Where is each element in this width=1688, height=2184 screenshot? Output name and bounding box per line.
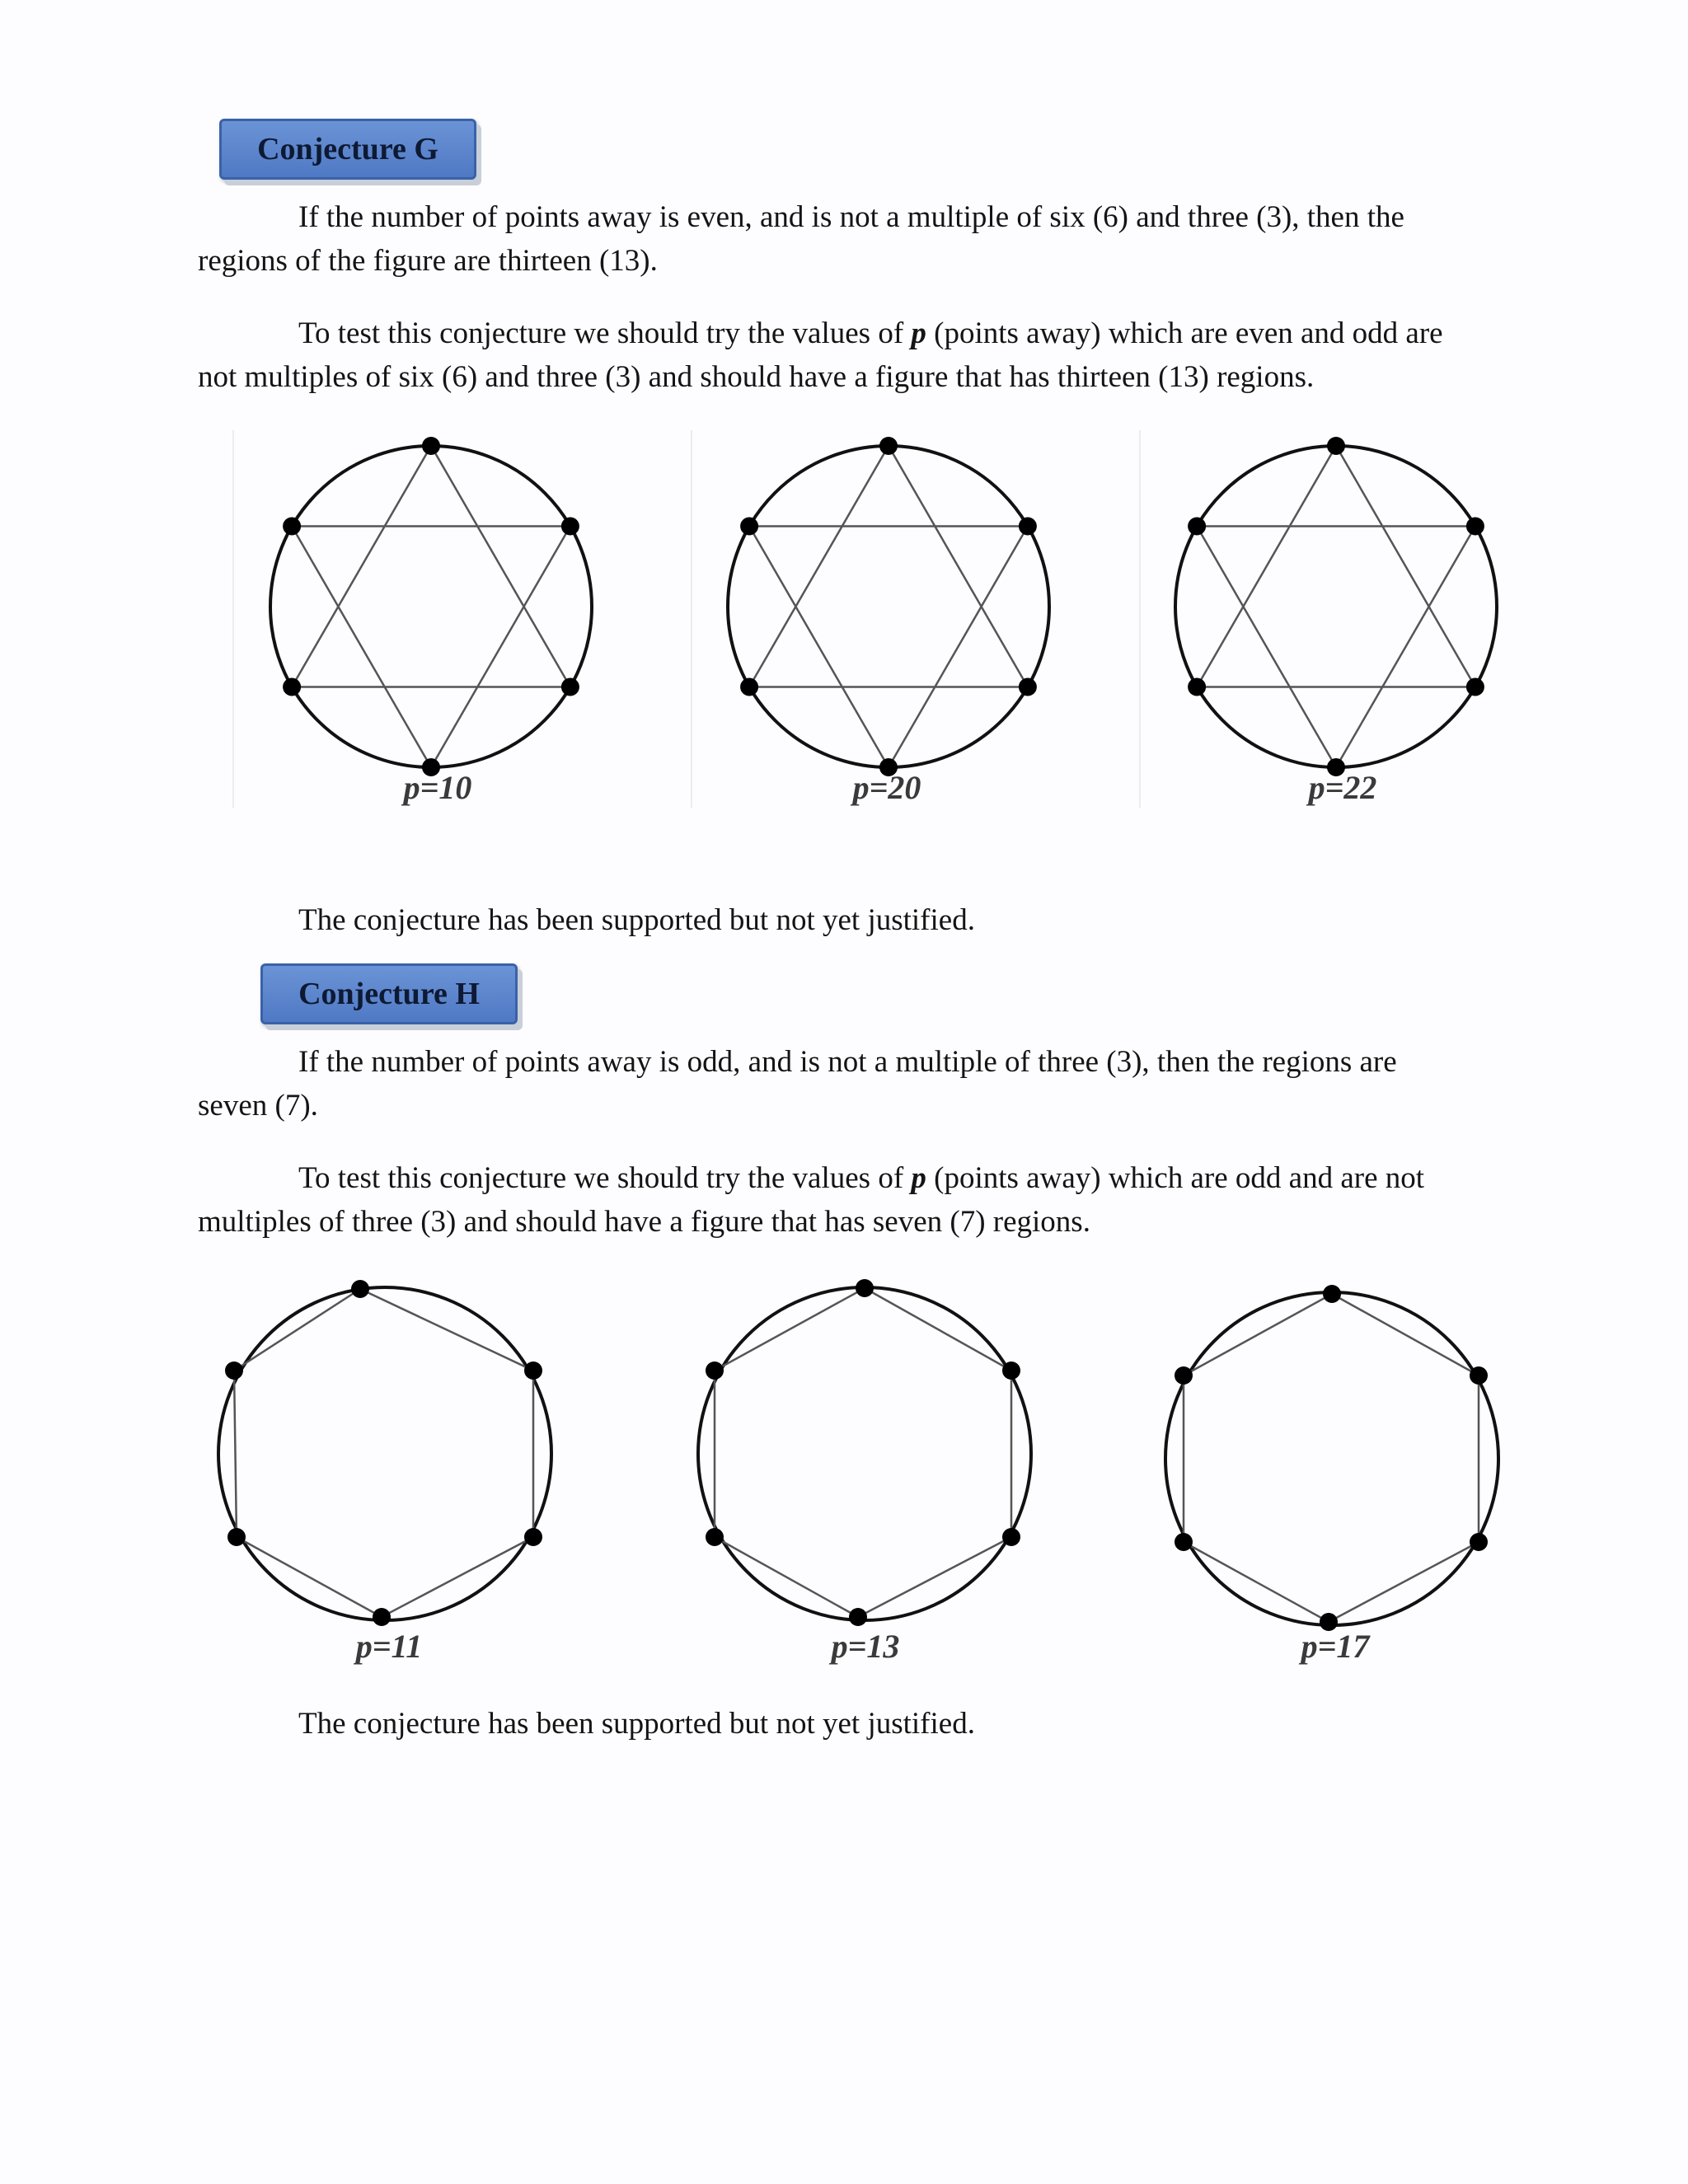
conjecture-g-test-before: To test this conjecture we should try the values of — [298, 316, 912, 350]
hexagon-figure — [1156, 1269, 1510, 1681]
conjecture-h-test-before: To test this conjecture we should try the values of — [298, 1161, 912, 1195]
hexagon-figure — [689, 1269, 1043, 1681]
conjecture-g-badge: Conjecture G — [219, 119, 476, 180]
hexagram-figure — [1163, 443, 1509, 814]
conjecture-h-conclusion: The conjecture has been supported but not yet justified. — [298, 1707, 975, 1741]
conjecture-g-conclusion: The conjecture has been supported but not yet justified. — [298, 903, 975, 937]
conjecture-h-badge: Conjecture H — [260, 963, 518, 1024]
conjecture-h-statement: If the number of points away is odd, and is not a multiple of three (3), then the regions are seven (7). — [198, 1045, 1397, 1122]
hexagon-figure — [210, 1269, 565, 1681]
figure-separator — [691, 430, 692, 808]
conjecture-h-test-variable: p — [911, 1161, 926, 1195]
figure-separator — [232, 430, 234, 808]
figure-label-p17: p=17 — [1301, 1628, 1370, 1665]
figure-label-p13: p=13 — [831, 1628, 900, 1665]
conjecture-g-statement: If the number of points away is even, and is not a multiple of six (6) and three (3), then the regions of the figure are thirteen (13). — [198, 200, 1404, 278]
figure-label-p11: p=11 — [355, 1628, 423, 1665]
hexagram-figure — [715, 443, 1062, 814]
figure-label-p20: p=20 — [852, 769, 921, 806]
figure-label-p10: p=10 — [403, 769, 472, 806]
conjecture-g-test-variable: p — [911, 316, 926, 350]
hexagram-figure — [258, 443, 604, 814]
conjecture-g-test-after: (points away) which are even and odd are not multiples of six (6) and three (3) and should have a figure that has thirteen (13) regions. — [198, 316, 1443, 394]
figure-label-p22: p=22 — [1308, 769, 1377, 806]
conjecture-h-test-paragraph — [198, 1156, 1467, 1244]
conjecture-h-test-after: (points away) which are odd and are not multiples of three (3) and should have a figure that has seven (7) regions. — [198, 1161, 1425, 1239]
conjecture-g-test-paragraph — [198, 312, 1467, 399]
figure-separator — [1139, 430, 1141, 808]
